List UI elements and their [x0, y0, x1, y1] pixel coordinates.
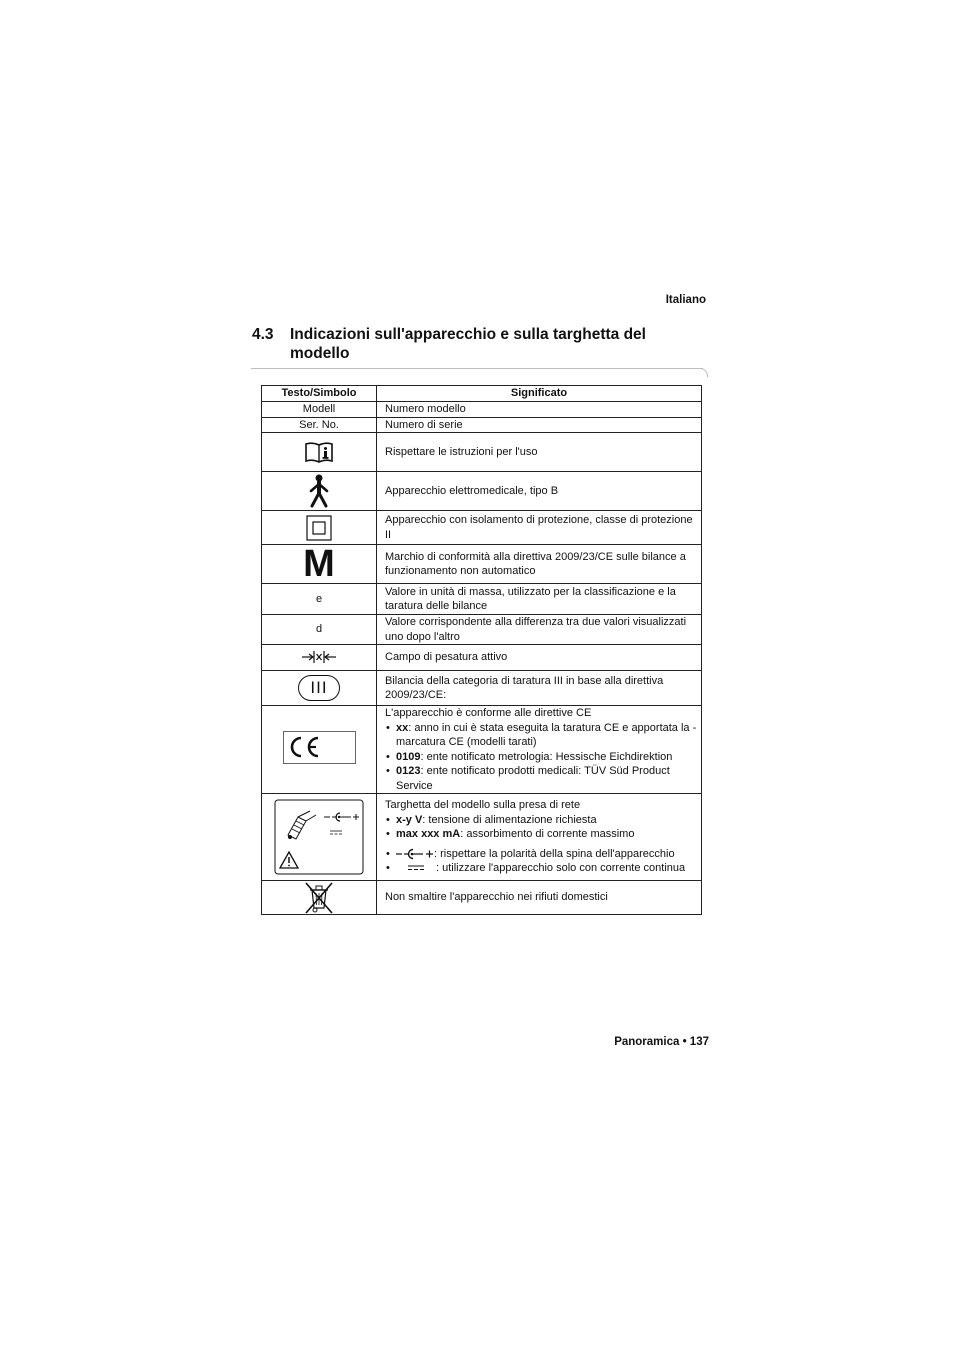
instructions-book-icon — [304, 441, 334, 463]
column-header-symbol: Testo/Simbolo — [262, 386, 377, 402]
column-header-meaning: Significato — [377, 386, 702, 402]
mains-adapter-label-icon — [274, 799, 364, 875]
heading-rule — [251, 368, 703, 369]
table-row — [262, 615, 702, 645]
meaning-text: Apparecchio con isolamento di protezione, classe di protezione II — [377, 511, 702, 545]
weighing-range-icon — [301, 650, 337, 664]
meaning-text: Rispettare le istruzioni per l'uso — [377, 433, 702, 472]
table-row — [262, 511, 702, 545]
language-label: Italiano — [665, 294, 706, 306]
bullet-list — [385, 813, 698, 876]
accuracy-class-iii-mark: III — [298, 675, 340, 701]
meaning-text: Targhetta del modello sulla presa di rete — [385, 799, 581, 812]
symbol-text: e — [262, 584, 377, 615]
table-row — [262, 472, 702, 511]
heading-rule-corner — [699, 368, 708, 377]
section-heading — [252, 325, 692, 363]
table-row — [262, 645, 702, 671]
meaning-text: L'apparecchio è conforme alle direttive CE — [385, 707, 592, 719]
bullet-list — [385, 721, 698, 794]
list-item: • 0109: ente notificato metrologia: Hessische Eichdirektion — [385, 750, 698, 765]
meaning-text: Bilancia della categoria di taratura III in base alla direttiva 2009/23/CE: — [377, 671, 702, 706]
meaning-text: Valore in unità di massa, utilizzato per la classificazione e la taratura delle bilance — [377, 584, 702, 615]
symbol-text: Ser. No. — [262, 417, 377, 433]
list-item: • xx: anno in cui è stata eseguita la taratura CE e apportata la -marcatura CE (modelli tarati) — [385, 721, 698, 750]
list-item: • : rispettare la polarità della spina dell'apparecchio — [385, 847, 698, 862]
table-row — [262, 545, 702, 584]
list-item: • 0123: ente notificato prodotti medicali: TÜV Süd Product Service — [385, 764, 698, 793]
table-row — [262, 671, 702, 706]
meaning-text: Numero di serie — [377, 417, 702, 433]
meaning-text: Campo di pesatura attivo — [377, 645, 702, 671]
page-footer: Panoramica • 137 — [614, 1036, 709, 1048]
meaning-text: Numero modello — [377, 402, 702, 418]
symbols-table — [261, 385, 702, 915]
section-title: Indicazioni sull'apparecchio e sulla targhetta del modello — [290, 326, 646, 362]
symbol-text: d — [262, 615, 377, 645]
ce-mark-icon — [288, 735, 322, 759]
meaning-text: Marchio di conformità alla direttiva 2009/23/CE sulle bilance a funzionamento non automatico — [377, 545, 702, 584]
list-item: • max xxx mA: assorbimento di corrente massimo — [385, 827, 698, 842]
section-number: 4.3 — [252, 326, 274, 343]
table-header-row — [262, 386, 702, 402]
meaning-text: Apparecchio elettromedicale, tipo B — [377, 472, 702, 511]
symbol-text: Modell — [262, 402, 377, 418]
polarity-icon — [396, 848, 434, 860]
table-row — [262, 402, 702, 418]
weee-crossed-bin-icon — [304, 882, 334, 914]
list-item: • : utilizzare l'apparecchio solo con corrente continua — [385, 861, 698, 876]
table-row — [262, 706, 702, 794]
metrology-m-mark: M — [303, 543, 335, 585]
meaning-text: Valore corrispondente alla differenza tra due valori visualizzati uno dopo l'altro — [377, 615, 702, 645]
table-row — [262, 433, 702, 472]
type-b-person-icon — [307, 474, 331, 508]
list-item: • x-y V: tensione di alimentazione richiesta — [385, 813, 698, 828]
meaning-text: Non smaltire l'apparecchio nei rifiuti domestici — [377, 881, 702, 915]
direct-current-icon — [400, 863, 434, 873]
class-ii-double-square-icon — [306, 515, 332, 541]
table-row — [262, 584, 702, 615]
ce-label-box — [283, 731, 356, 764]
table-row — [262, 417, 702, 433]
table-row — [262, 881, 702, 915]
table-row — [262, 794, 702, 881]
